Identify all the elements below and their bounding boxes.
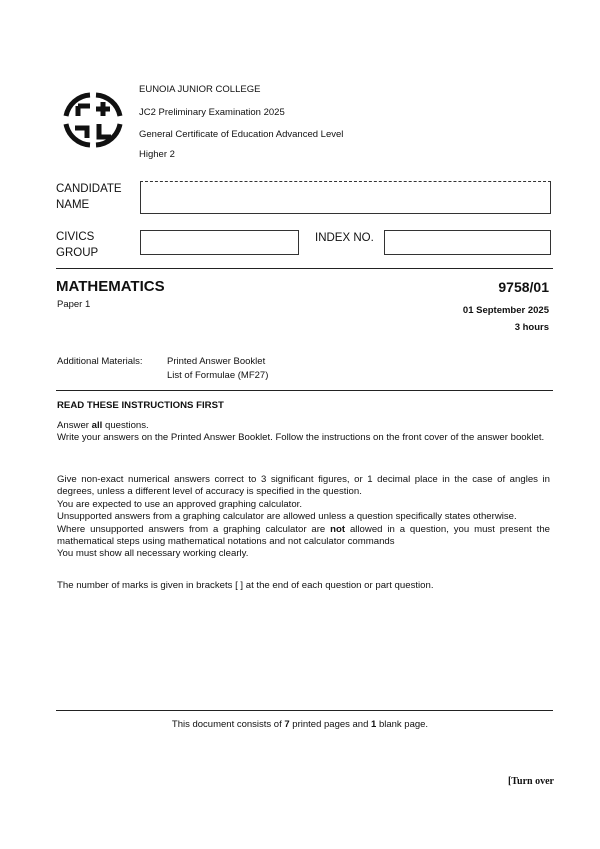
- candidate-name-label: CANDIDATE NAME: [56, 183, 122, 211]
- instruction-text: Answer all questions.: [57, 420, 149, 431]
- instructions-heading: READ THESE INSTRUCTIONS FIRST: [57, 400, 224, 411]
- level-title: Higher 2: [139, 149, 175, 160]
- certificate-title: General Certificate of Education Advanced Level: [139, 129, 344, 140]
- subject-title: MATHEMATICS: [56, 278, 165, 295]
- instruction-text: You must show all necessary working clearly.: [57, 548, 249, 560]
- additional-materials-label: Additional Materials:: [57, 356, 143, 367]
- index-no-field[interactable]: [384, 230, 551, 255]
- exam-duration: 3 hours: [514, 322, 549, 333]
- exam-title: JC2 Preliminary Examination 2025: [139, 107, 285, 118]
- divider: [56, 268, 553, 269]
- material-item: Printed Answer Booklet: [167, 356, 266, 367]
- instructions-block-2: [57, 474, 550, 561]
- divider: [56, 390, 553, 391]
- civics-group-field[interactable]: [140, 230, 299, 255]
- material-item: List of Formulae (MF27): [167, 370, 269, 381]
- paper-number: Paper 1: [57, 299, 91, 310]
- marks-note: The number of marks is given in brackets [ ] at the end of each question or part question.: [57, 580, 434, 591]
- college-logo: [63, 92, 123, 148]
- instruction-text: Write your answers on the Printed Answer Booklet. Follow the instructions on the front cover of the answer booklet.: [57, 432, 545, 444]
- exam-date: 01 September 2025: [462, 305, 549, 316]
- instruction-text: Give non-exact numerical answers correct to 3 significant figures, or 1 decimal place in the case of angles in degrees, unless a different level of accuracy is specified in the question.: [57, 474, 550, 498]
- instruction-text: Unsupported answers from a graphing calculator are allowed unless a question specifically states otherwise.: [57, 511, 517, 523]
- divider: [56, 710, 553, 711]
- civics-group-label: CIVICS GROUP: [56, 231, 99, 259]
- candidate-name-field[interactable]: [140, 181, 551, 214]
- turn-over-note: [Turn over: [507, 776, 554, 787]
- page-count-note: This document consists of 7 printed pages and 1 blank page.: [171, 719, 429, 730]
- school-name: EUNOIA JUNIOR COLLEGE: [139, 84, 261, 95]
- index-no-label: INDEX NO.: [315, 232, 374, 244]
- paper-code: 9758/01: [498, 279, 549, 295]
- instructions-block-1: [57, 420, 550, 445]
- instruction-text: You are expected to use an approved graphing calculator.: [57, 498, 302, 510]
- instruction-text: Where unsupported answers from a graphing calculator are not allowed in a question, you must present the mathematical steps using mathematical notations and not calculator commands: [57, 523, 550, 548]
